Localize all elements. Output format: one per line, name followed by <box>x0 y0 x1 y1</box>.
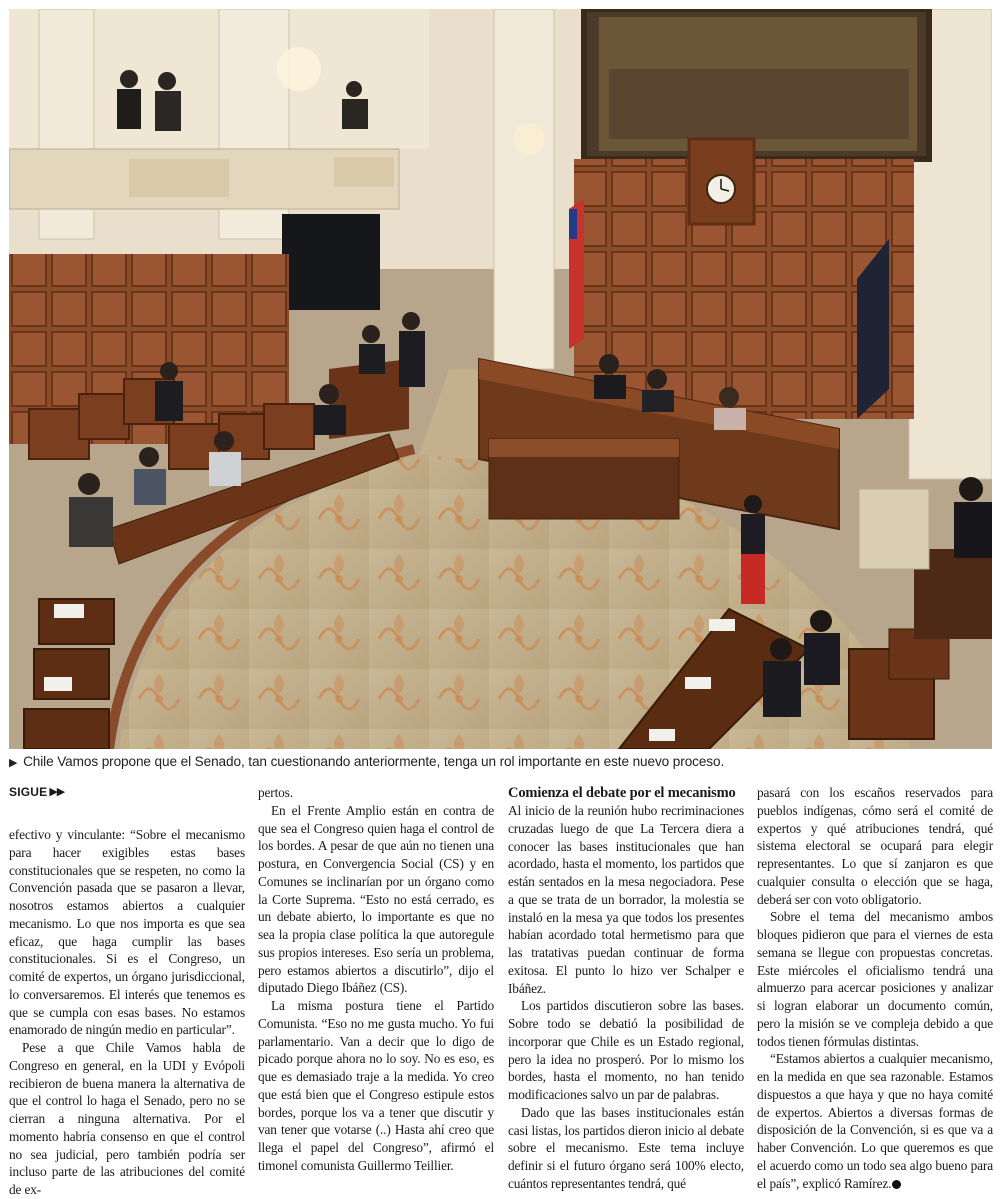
paragraph: Dado que las bases institucionales están casi listas, los partidos dieron inicio al debate sobre el mecanismo. Este tema incluye definir si el futuro órgano será 100% electo, cuántos representantes tendrá, qué <box>508 1104 744 1191</box>
caption-text: Chile Vamos propone que el Senado, tan cuestionando anteriormente, tenga un rol importante en este nuevo proceso. <box>23 754 725 769</box>
paragraph: efectivo y vinculante: “Sobre el mecanismo para hacer exigibles estas bases constitucionales que se respeten, no como la Convención pasada que se pasaron a llevar, nosotros estamos abiertos a cualquier mecanismo. Lo que nos importa es que sea eficaz, que haga cumplir las bases constitucionales. Si es el Congreso, un comité de expertos, un órgano jurisdiccional, lo conversaremos. El interés que tenemos es que se cumpla con esas bases. No estamos enamorado de ningún medio en particular”. <box>9 827 245 1038</box>
article-column-3 <box>508 784 744 1193</box>
paragraph: La misma postura tiene el Partido Comunista. “Eso no me gusta mucho. Yo fui parlamentario. Van a decir que lo digo de picado porque ahora no lo soy. No es eso, es que es demasiado traje a la medida. Yo creo que está bien que el Congreso estipule estos bordes, porque los va a tener que discutir y van tener que votarse (..) Hasta ahí creo que llega el papel del Congreso”, afirmó el timonel comunista Guillermo Teillier. <box>258 998 494 1173</box>
paragraph-text: “Estamos abiertos a cualquier mecanismo, en la medida en que sea razonable. Estamos dispuestos a que haya y que no haya comité de expertos. Abiertos a diversas formas de disposición de la Convención, si es que va a haber Convención. Lo que queremos es que el acuerdo como un todo sea algo bueno para el país”, explicó Ramírez. <box>757 1051 993 1191</box>
section-heading: Comienza el debate por el mecanismo <box>508 785 736 801</box>
tv-screen <box>282 214 380 310</box>
article-column-2 <box>258 784 494 1175</box>
double-arrow-icon: ▶▶ <box>49 786 65 798</box>
sigue-text: SIGUE <box>9 785 48 799</box>
caption-arrow-icon: ▶ <box>9 757 18 769</box>
paragraph: En el Frente Amplio están en contra de que sea el Congreso quien haga el control de los bordes. A pesar de que aún no tienen una postura, en Convergencia Social (CS) y en Comunes se inclinarían por un órgano como la Corte Suprema. “Esto no está cerrado, es un debate abierto, lo importante es que no sea la propia clase política la que autoregule sus propios intereses. Eso sería un problema, pero estamos abiertos a discutirlo”, dijo el diputado Diego Ibáñez (CS). <box>258 802 494 996</box>
paragraph: Sobre el tema del mecanismo ambos bloques pidieron que para el viernes de esta semana se llegue con propuestas concretas. Este miércoles el oficialismo tendrá una almuerzo para acercar posiciones y analizar si logran elaborar un documento común, pero la misión se ve compleja debido a que todos tienen fórmulas distintas. <box>757 909 993 1049</box>
paragraph: Los partidos discutieron sobre las bases. Sobre todo se debatió la posibilidad de incorporar que Chile es un Estado regional, pero la idea no prosperó. Por lo mismo los bordes, hasta el momento, no han tenido modificaciones salvo un par de palabras. <box>508 998 744 1102</box>
paragraph: pasará con los escaños reservados para pueblos indígenas, cómo será el comité de expertos y qué atribuciones tendrá, qué sistema electoral se ocupará para elegir representantes. Lo que sí zanjaron es que cualquier consulta o elección que se haga, deberá ser con voto obligatorio. <box>757 785 993 907</box>
paragraph: Pese a que Chile Vamos habla de Congreso en general, en la UDI y Evópoli recibieron de buena manera la alternativa de que el control lo haga el Senado, pero no se cierran a ninguna alternativa. Por el momento habría consenso en que el control no sea judicial, pero también podría ser incluso parte de las atribuciones del comité de ex- <box>9 1040 245 1197</box>
chamber-photo <box>9 9 992 749</box>
speaker-person <box>741 554 765 604</box>
end-mark-icon <box>892 1180 901 1189</box>
photo-illustration <box>9 9 992 749</box>
article-column-4 <box>757 784 993 1192</box>
photo-caption <box>9 751 992 773</box>
article-column-1 <box>9 784 245 1199</box>
paragraph: Al inicio de la reunión hubo recriminaciones cruzadas luego de que La Tercera diera a conocer las bases institucionales que han acordado, hasta el momento, los partidos que están sentados en la mesa negociadora. Pese a que se trata de un borrador, la molestia se instaló en la mesa ya que todos los presentes habían acordado total hermetismo para que las tratativas puedan continuar de forma exitosa. El punto lo hizo ver Schalper e Ibáñez. <box>508 803 744 996</box>
sigue-label <box>9 784 245 800</box>
paragraph: pertos. <box>258 785 293 800</box>
